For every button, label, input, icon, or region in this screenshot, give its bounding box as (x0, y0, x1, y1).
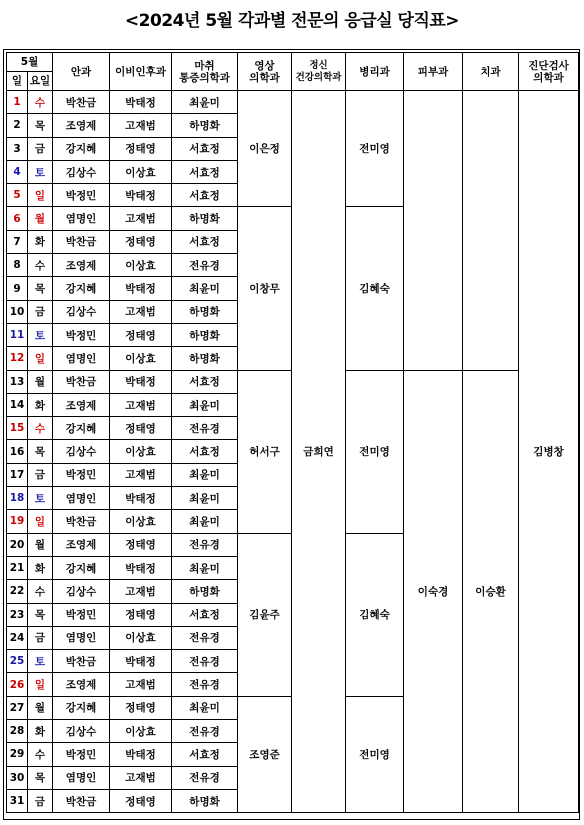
col-header-pathology: 병리과 (346, 53, 404, 91)
day-cell: 17 (7, 463, 28, 486)
ent-cell: 정태영 (110, 137, 172, 160)
ent-cell: 박태정 (110, 650, 172, 673)
pathology-cell: 김혜숙 (346, 207, 404, 370)
radiology-cell: 이은정 (238, 91, 292, 207)
weekday-cell: 월 (28, 370, 53, 393)
anesthesia-cell: 하명화 (172, 323, 238, 346)
ent-cell: 고재범 (110, 673, 172, 696)
day-cell: 26 (7, 673, 28, 696)
anesthesia-cell: 서효정 (172, 370, 238, 393)
duty-roster-table (6, 52, 579, 813)
anesthesia-cell: 최윤미 (172, 463, 238, 486)
day-cell: 9 (7, 277, 28, 300)
day-cell: 8 (7, 254, 28, 277)
col-header-dermatology: 피부과 (404, 53, 463, 91)
day-cell: 2 (7, 114, 28, 137)
pathology-cell: 김혜숙 (346, 533, 404, 696)
weekday-cell: 수 (28, 580, 53, 603)
col-header-psychiatry: 정신 건강의학과 (292, 53, 346, 91)
anesthesia-cell: 하명화 (172, 300, 238, 323)
weekday-cell: 토 (28, 650, 53, 673)
weekday-cell: 일 (28, 347, 53, 370)
weekday-cell: 화 (28, 393, 53, 416)
eye-cell: 박찬금 (53, 230, 110, 253)
ent-cell: 정태영 (110, 603, 172, 626)
anesthesia-cell: 전유경 (172, 720, 238, 743)
eye-cell: 김상수 (53, 440, 110, 463)
ent-cell: 정태영 (110, 230, 172, 253)
dental-cell (463, 91, 519, 371)
eye-cell: 김상수 (53, 580, 110, 603)
weekday-cell: 금 (28, 626, 53, 649)
weekday-cell: 수 (28, 743, 53, 766)
eye-cell: 박찬금 (53, 789, 110, 812)
day-cell: 21 (7, 556, 28, 579)
month-header: 5월 (7, 53, 53, 72)
anesthesia-cell: 서효정 (172, 137, 238, 160)
ent-cell: 박태정 (110, 556, 172, 579)
anesthesia-cell: 하명화 (172, 580, 238, 603)
dental-cell: 이승환 (463, 370, 519, 813)
ent-cell: 박태정 (110, 91, 172, 114)
ent-cell: 정태영 (110, 417, 172, 440)
day-cell: 7 (7, 230, 28, 253)
radiology-cell: 김윤주 (238, 533, 292, 696)
weekday-cell: 수 (28, 91, 53, 114)
eye-cell: 박정민 (53, 743, 110, 766)
day-cell: 3 (7, 137, 28, 160)
anesthesia-cell: 하명화 (172, 114, 238, 137)
anesthesia-cell: 서효정 (172, 743, 238, 766)
eye-cell: 염명인 (53, 766, 110, 789)
anesthesia-cell: 서효정 (172, 603, 238, 626)
weekday-cell: 화 (28, 230, 53, 253)
anesthesia-cell: 전유경 (172, 766, 238, 789)
day-cell: 23 (7, 603, 28, 626)
anesthesia-cell: 전유경 (172, 673, 238, 696)
anesthesia-cell: 최윤미 (172, 277, 238, 300)
ent-cell: 고재범 (110, 300, 172, 323)
day-cell: 10 (7, 300, 28, 323)
weekday-cell: 토 (28, 487, 53, 510)
day-cell: 5 (7, 184, 28, 207)
day-cell: 20 (7, 533, 28, 556)
col-header-labmed: 진단검사 의학과 (519, 53, 579, 91)
weekday-cell: 일 (28, 510, 53, 533)
anesthesia-cell: 최윤미 (172, 556, 238, 579)
ent-cell: 고재범 (110, 580, 172, 603)
col-header-ent: 이비인후과 (110, 53, 172, 91)
weekday-cell: 토 (28, 323, 53, 346)
roster-body (7, 91, 579, 813)
ent-cell: 고재범 (110, 114, 172, 137)
anesthesia-cell: 서효정 (172, 184, 238, 207)
day-cell: 16 (7, 440, 28, 463)
anesthesia-cell: 최윤미 (172, 696, 238, 719)
weekday-cell: 목 (28, 277, 53, 300)
weekday-cell: 금 (28, 300, 53, 323)
eye-cell: 강지혜 (53, 696, 110, 719)
eye-cell: 박찬금 (53, 510, 110, 533)
eye-cell: 박정민 (53, 184, 110, 207)
ent-cell: 이상효 (110, 254, 172, 277)
ent-cell: 고재범 (110, 463, 172, 486)
eye-cell: 박찬금 (53, 91, 110, 114)
eye-cell: 조영제 (53, 673, 110, 696)
day-cell: 25 (7, 650, 28, 673)
eye-cell: 염명인 (53, 207, 110, 230)
day-cell: 22 (7, 580, 28, 603)
ent-cell: 정태영 (110, 789, 172, 812)
radiology-cell: 이창무 (238, 207, 292, 370)
col-header-eye: 안과 (53, 53, 110, 91)
anesthesia-cell: 최윤미 (172, 510, 238, 533)
table-row (7, 91, 579, 114)
anesthesia-cell: 서효정 (172, 160, 238, 183)
ent-cell: 정태영 (110, 323, 172, 346)
weekday-cell: 월 (28, 533, 53, 556)
eye-cell: 김상수 (53, 300, 110, 323)
ent-cell: 이상효 (110, 626, 172, 649)
day-cell: 28 (7, 720, 28, 743)
day-cell: 6 (7, 207, 28, 230)
day-cell: 30 (7, 766, 28, 789)
weekday-cell: 화 (28, 556, 53, 579)
eye-cell: 강지혜 (53, 137, 110, 160)
anesthesia-cell: 최윤미 (172, 91, 238, 114)
day-cell: 13 (7, 370, 28, 393)
anesthesia-cell: 하명화 (172, 347, 238, 370)
day-cell: 4 (7, 160, 28, 183)
pathology-cell: 전미영 (346, 91, 404, 207)
anesthesia-cell: 최윤미 (172, 487, 238, 510)
ent-cell: 박태정 (110, 487, 172, 510)
day-cell: 31 (7, 789, 28, 812)
day-cell: 19 (7, 510, 28, 533)
weekday-cell: 일 (28, 184, 53, 207)
weekday-cell: 화 (28, 720, 53, 743)
weekday-cell: 일 (28, 673, 53, 696)
eye-cell: 박정민 (53, 603, 110, 626)
day-cell: 11 (7, 323, 28, 346)
ent-cell: 이상효 (110, 160, 172, 183)
ent-cell: 이상효 (110, 347, 172, 370)
ent-cell: 박태정 (110, 370, 172, 393)
anesthesia-cell: 하명화 (172, 207, 238, 230)
ent-cell: 정태영 (110, 696, 172, 719)
eye-cell: 염명인 (53, 347, 110, 370)
anesthesia-cell: 전유경 (172, 626, 238, 649)
weekday-cell: 금 (28, 463, 53, 486)
day-cell: 1 (7, 91, 28, 114)
dermatology-cell (404, 91, 463, 371)
ent-cell: 박태정 (110, 743, 172, 766)
eye-cell: 강지혜 (53, 556, 110, 579)
pathology-cell: 전미영 (346, 696, 404, 812)
labmed-cell: 김병창 (519, 91, 579, 813)
ent-cell: 고재범 (110, 766, 172, 789)
day-cell: 27 (7, 696, 28, 719)
col-header-day: 일 (7, 72, 28, 91)
day-cell: 24 (7, 626, 28, 649)
eye-cell: 박정민 (53, 463, 110, 486)
anesthesia-cell: 전유경 (172, 650, 238, 673)
weekday-cell: 금 (28, 789, 53, 812)
eye-cell: 조영제 (53, 533, 110, 556)
weekday-cell: 목 (28, 114, 53, 137)
anesthesia-cell: 서효정 (172, 230, 238, 253)
anesthesia-cell: 전유경 (172, 254, 238, 277)
eye-cell: 박찬금 (53, 650, 110, 673)
eye-cell: 박찬금 (53, 370, 110, 393)
col-header-dental: 치과 (463, 53, 519, 91)
day-cell: 14 (7, 393, 28, 416)
psychiatry-cell: 금희연 (292, 91, 346, 813)
dermatology-cell: 이숙경 (404, 370, 463, 813)
weekday-cell: 수 (28, 417, 53, 440)
weekday-cell: 월 (28, 696, 53, 719)
col-header-anesthesia: 마취 통증의학과 (172, 53, 238, 91)
col-header-weekday: 요일 (28, 72, 53, 91)
eye-cell: 염명인 (53, 487, 110, 510)
weekday-cell: 수 (28, 254, 53, 277)
ent-cell: 이상효 (110, 510, 172, 533)
weekday-cell: 토 (28, 160, 53, 183)
weekday-cell: 월 (28, 207, 53, 230)
radiology-cell: 조영준 (238, 696, 292, 812)
anesthesia-cell: 최윤미 (172, 393, 238, 416)
weekday-cell: 목 (28, 766, 53, 789)
day-cell: 15 (7, 417, 28, 440)
eye-cell: 강지혜 (53, 417, 110, 440)
ent-cell: 이상효 (110, 720, 172, 743)
ent-cell: 박태정 (110, 184, 172, 207)
eye-cell: 조영제 (53, 393, 110, 416)
eye-cell: 김상수 (53, 720, 110, 743)
eye-cell: 조영제 (53, 254, 110, 277)
col-header-radiology: 영상 의학과 (238, 53, 292, 91)
day-cell: 29 (7, 743, 28, 766)
ent-cell: 정태영 (110, 533, 172, 556)
eye-cell: 염명인 (53, 626, 110, 649)
radiology-cell: 허서구 (238, 370, 292, 533)
anesthesia-cell: 하명화 (172, 789, 238, 812)
anesthesia-cell: 서효정 (172, 440, 238, 463)
ent-cell: 고재범 (110, 393, 172, 416)
day-cell: 12 (7, 347, 28, 370)
ent-cell: 박태정 (110, 277, 172, 300)
weekday-cell: 목 (28, 603, 53, 626)
ent-cell: 고재범 (110, 207, 172, 230)
eye-cell: 박정민 (53, 323, 110, 346)
weekday-cell: 금 (28, 137, 53, 160)
eye-cell: 조영제 (53, 114, 110, 137)
day-cell: 18 (7, 487, 28, 510)
anesthesia-cell: 전유경 (172, 533, 238, 556)
pathology-cell: 전미영 (346, 370, 404, 533)
eye-cell: 김상수 (53, 160, 110, 183)
weekday-cell: 목 (28, 440, 53, 463)
eye-cell: 강지혜 (53, 277, 110, 300)
page-title: <2024년 5월 각과별 전문의 응급실 당직표> (124, 11, 460, 31)
anesthesia-cell: 전유경 (172, 417, 238, 440)
ent-cell: 이상효 (110, 440, 172, 463)
